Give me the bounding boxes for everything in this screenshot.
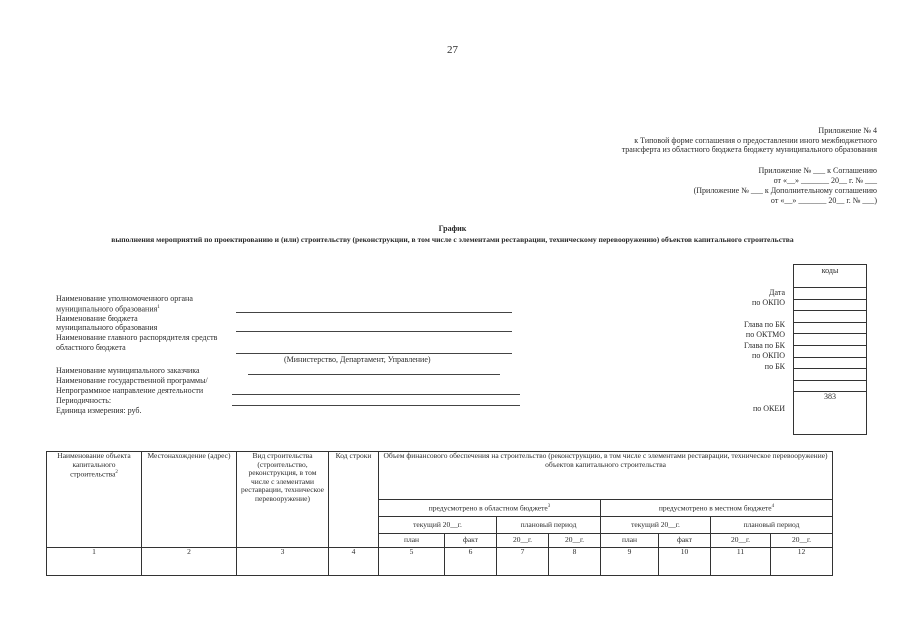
header-regional-current-year: текущий 20__г.: [379, 517, 497, 534]
header-regional-fact: факт: [445, 534, 497, 548]
label-bk-head-1: Глава по БК: [744, 320, 785, 329]
label-unit: Единица измерения: руб.: [56, 406, 142, 415]
col-number-7: 7: [497, 548, 549, 576]
col-number-4: 4: [329, 548, 379, 576]
header-regional-plan: план: [379, 534, 445, 548]
page-number: 27: [447, 44, 458, 56]
appendix-line-5: от «__» _______ 20__ г. № ___: [773, 176, 877, 185]
label-authorized-body: Наименование уполномоченного органа: [56, 294, 193, 303]
appendix-line-7: от «__» _______ 20__ г. № ___): [770, 196, 877, 205]
header-regional-budget: предусмотрено в областном бюджете$^3$: [379, 500, 601, 517]
col-number-6: 6: [445, 548, 497, 576]
label-regional-budget: областного бюджета: [56, 343, 126, 352]
fill-line-4: [248, 374, 500, 375]
label-budget-name: Наименование бюджета: [56, 314, 138, 323]
label-non-program: Непрограммное направление деятельности: [56, 386, 204, 395]
header-regional-year-1: 20__г.: [497, 534, 549, 548]
header-financing-volume: Объем финансового обеспечения на строительство (реконструкцию, в том числе с элементами реставрации, техническое перевооружение) объектов капитального строительства: [379, 452, 833, 500]
header-local-plan: план: [601, 534, 659, 548]
header-local-current-year: текущий 20__г.: [601, 517, 711, 534]
header-local-year-2: 20__г.: [771, 534, 833, 548]
codes-header: коды: [794, 265, 866, 288]
codes-box: [793, 264, 867, 435]
header-regional-planned-period: плановый период: [497, 517, 601, 534]
code-cell-okpo: [794, 300, 866, 312]
header-local-budget: предусмотрено в местном бюджете$^4$: [601, 500, 833, 517]
label-chief-manager: Наименование главного распорядителя средств: [56, 333, 218, 342]
header-regional-year-2: 20__г.: [549, 534, 601, 548]
code-cell-spacer-1: [794, 311, 866, 323]
label-okpo-2: по ОКПО: [752, 351, 785, 360]
appendix-line-4: Приложение № ___ к Соглашению: [758, 166, 877, 175]
label-bk-head-2: Глава по БК: [744, 341, 785, 350]
header-object-name: Наименование объекта капитального строительства$^2$: [47, 452, 142, 548]
code-cell-spacer-2: [794, 381, 866, 393]
fill-line-6: [232, 405, 520, 406]
col-number-8: 8: [549, 548, 601, 576]
col-number-12: 12: [771, 548, 833, 576]
col-number-9: 9: [601, 548, 659, 576]
label-state-program: Наименование государственной программы/: [56, 376, 208, 385]
label-oktmo: по ОКТМО: [745, 330, 785, 339]
appendix-line-2: к Типовой форме соглашения о предоставлении иного межбюджетного: [634, 136, 877, 145]
col-number-5: 5: [379, 548, 445, 576]
label-okei: по ОКЕИ: [752, 404, 785, 413]
header-row-code: Код строки: [329, 452, 379, 548]
appendix-line-3: трансферта из областного бюджета бюджету муниципального образования: [621, 145, 877, 154]
col-number-3: 3: [237, 548, 329, 576]
column-number-row: [47, 548, 833, 576]
header-local-planned-period: плановый период: [711, 517, 833, 534]
appendix-line-6: (Приложение № ___ к Дополнительному соглашению: [693, 186, 877, 195]
code-cell-bk-3: [794, 369, 866, 381]
header-location: Местонахождение (адрес): [142, 452, 237, 548]
label-ministry-note: (Министерство, Департамент, Управление): [284, 355, 431, 364]
fill-line-2: [236, 331, 512, 332]
col-number-10: 10: [659, 548, 711, 576]
label-periodicity: Периодичность:: [56, 396, 112, 405]
code-cell-oktmo: [794, 334, 866, 346]
header-local-year-1: 20__г.: [711, 534, 771, 548]
label-okpo: по ОКПО: [752, 298, 785, 307]
schedule-table: [46, 451, 833, 576]
code-cell-date: [794, 288, 866, 300]
col-number-1: 1: [47, 548, 142, 576]
document-title: График: [438, 224, 467, 233]
appendix-line-1: Приложение № 4: [818, 126, 877, 135]
label-municipality-1: муниципального образования$^1$: [56, 304, 160, 314]
header-local-fact: факт: [659, 534, 711, 548]
document-subtitle: выполнения мероприятий по проектированию и (или) строительству (реконструкции, в том числе с элементами реставрации, техническому перевооружению) объектов капитального строительства: [111, 235, 794, 244]
code-cell-okpo-2: [794, 358, 866, 370]
col-number-11: 11: [711, 548, 771, 576]
label-bk: по БК: [764, 362, 785, 371]
code-cell-okei: 383: [794, 392, 866, 435]
fill-line-3: [236, 353, 512, 354]
col-number-2: 2: [142, 548, 237, 576]
label-municipality-2: муниципального образования: [56, 323, 158, 332]
fill-line-5: [232, 394, 520, 395]
label-municipal-customer: Наименование муниципального заказчика: [56, 366, 200, 375]
header-construction-type: Вид строительства (строительство, реконструкция, в том числе с элементами реставрации, техническое перевооружение): [237, 452, 329, 548]
fill-line-1: [236, 312, 512, 313]
code-cell-bk-2: [794, 346, 866, 358]
label-date: Дата: [769, 288, 785, 297]
code-cell-bk-1: [794, 323, 866, 335]
